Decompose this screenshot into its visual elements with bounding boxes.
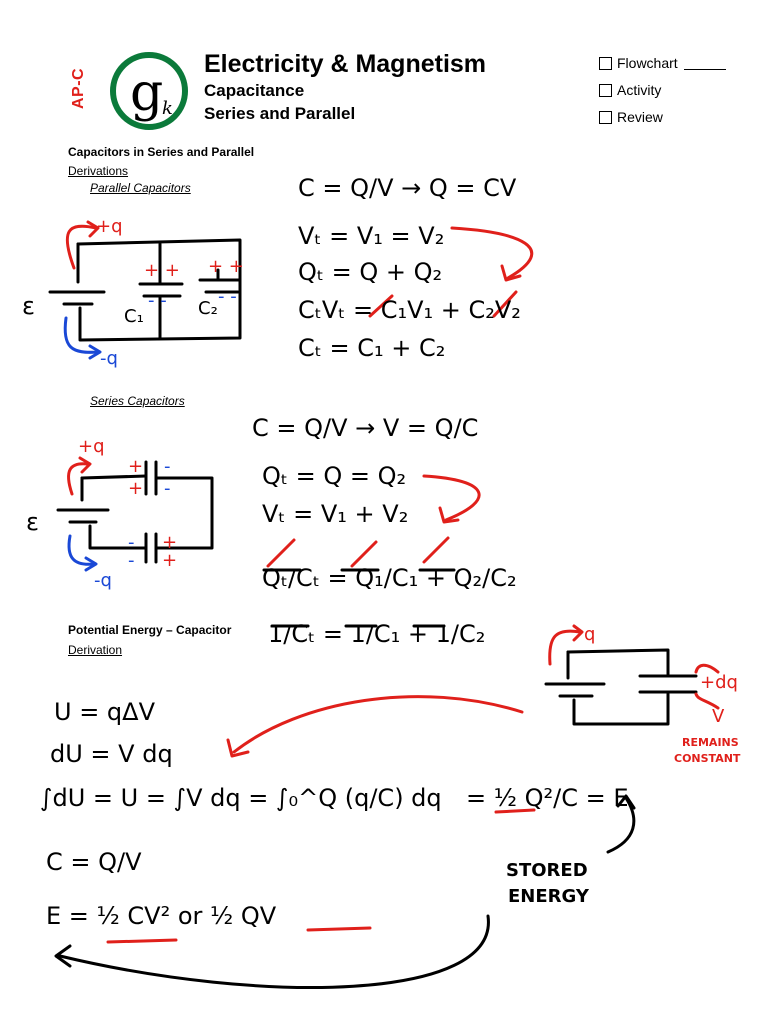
energy-eq4: C = Q/V bbox=[46, 848, 142, 876]
series-eq3: Vₜ = V₁ + V₂ bbox=[262, 500, 409, 528]
series-eq4: Qₜ/Cₜ = Q₁/C₁ + Q₂/C₂ bbox=[262, 564, 517, 592]
parallel-c1: C₁ bbox=[124, 306, 144, 327]
series-link-arrow bbox=[424, 476, 479, 520]
logo-sub-letter: k bbox=[162, 98, 173, 119]
svg-text:+: + bbox=[162, 532, 178, 553]
svg-text:+: + bbox=[162, 550, 178, 571]
ap-c-tag: AP-C bbox=[70, 67, 87, 109]
energy-eq3b: = ½ Q²/C = E bbox=[466, 784, 629, 812]
parallel-circuit-diagram bbox=[50, 240, 240, 340]
parallel-eq1: C = Q/V → Q = CV bbox=[298, 174, 517, 202]
note-remains: REMAINS bbox=[682, 736, 739, 749]
page-title: Electricity & Magnetism bbox=[204, 50, 487, 78]
stored-label-2: ENERGY bbox=[508, 886, 589, 907]
parallel-link-arrow bbox=[452, 228, 532, 278]
energy-circuit-v: V bbox=[712, 706, 725, 727]
section-heading: Capacitors in Series and Parallel bbox=[68, 145, 255, 159]
series-eq1: C = Q/V → V = Q/C bbox=[252, 414, 479, 442]
derivations-link: Derivations bbox=[68, 164, 129, 178]
stored-label-1: STORED bbox=[506, 860, 588, 881]
series-eq5: 1/Cₜ = 1/C₁ + 1/C₂ bbox=[268, 620, 486, 648]
checklist-label: Activity bbox=[617, 82, 662, 98]
energy-eq1: U = qΔV bbox=[54, 698, 156, 726]
page-subtitle-capacitance: Capacitance bbox=[204, 81, 305, 100]
svg-text:+ +: + + bbox=[208, 256, 244, 277]
energy-eq2: dU = V dq bbox=[50, 740, 173, 768]
svg-text:- -: - - bbox=[148, 290, 167, 311]
series-heading: Series Capacitors bbox=[90, 394, 185, 408]
svg-text:-: - bbox=[164, 456, 171, 477]
energy-link-arrow bbox=[234, 697, 522, 752]
energy-circuit-dq: +dq bbox=[700, 672, 738, 693]
parallel-heading: Parallel Capacitors bbox=[90, 181, 191, 195]
series-charge-neg: -q bbox=[94, 570, 112, 591]
svg-text:+: + bbox=[128, 456, 144, 477]
parallel-emf: ε bbox=[22, 292, 35, 320]
note-constant: CONSTANT bbox=[674, 752, 741, 765]
svg-text:+: + bbox=[128, 478, 144, 499]
parallel-eq5: Cₜ = C₁ + C₂ bbox=[298, 334, 446, 362]
series-eq2: Qₜ = Q = Q₂ bbox=[262, 462, 407, 490]
parallel-eq2: Vₜ = V₁ = V₂ bbox=[298, 222, 445, 250]
checklist-label: Review bbox=[617, 109, 663, 125]
parallel-charge-pos: +q bbox=[96, 216, 123, 237]
logo-letter: g bbox=[130, 63, 164, 123]
page-subtitle-series-parallel: Series and Parallel bbox=[204, 104, 356, 123]
series-circuit-diagram bbox=[58, 462, 212, 562]
energy-circuit-diagram bbox=[546, 650, 696, 724]
energy-circuit-q: q bbox=[584, 624, 596, 645]
svg-text:+ +: + + bbox=[144, 260, 180, 281]
parallel-charge-neg: -q bbox=[100, 348, 118, 369]
pe-heading: Potential Energy – Capacitor bbox=[68, 623, 232, 637]
series-charge-pos: +q bbox=[78, 436, 105, 457]
parallel-eq3: Qₜ = Q + Q₂ bbox=[298, 258, 443, 286]
svg-text:- -: - - bbox=[218, 286, 237, 307]
energy-eq5: E = ½ CV² or ½ QV bbox=[46, 902, 277, 930]
series-emf: ε bbox=[26, 508, 39, 536]
checklist-label: Flowchart bbox=[617, 55, 678, 71]
energy-eq3: ∫dU = U = ∫V dq = ∫₀^Q (q/C) dq bbox=[40, 784, 442, 812]
svg-text:-: - bbox=[128, 532, 135, 553]
parallel-eq4: CₜVₜ = C₁V₁ + C₂V₂ bbox=[298, 296, 521, 324]
svg-text:-: - bbox=[128, 550, 135, 571]
parallel-c2: C₂ bbox=[198, 298, 218, 319]
pe-derivation-link: Derivation bbox=[68, 643, 123, 657]
svg-text:-: - bbox=[164, 478, 171, 499]
